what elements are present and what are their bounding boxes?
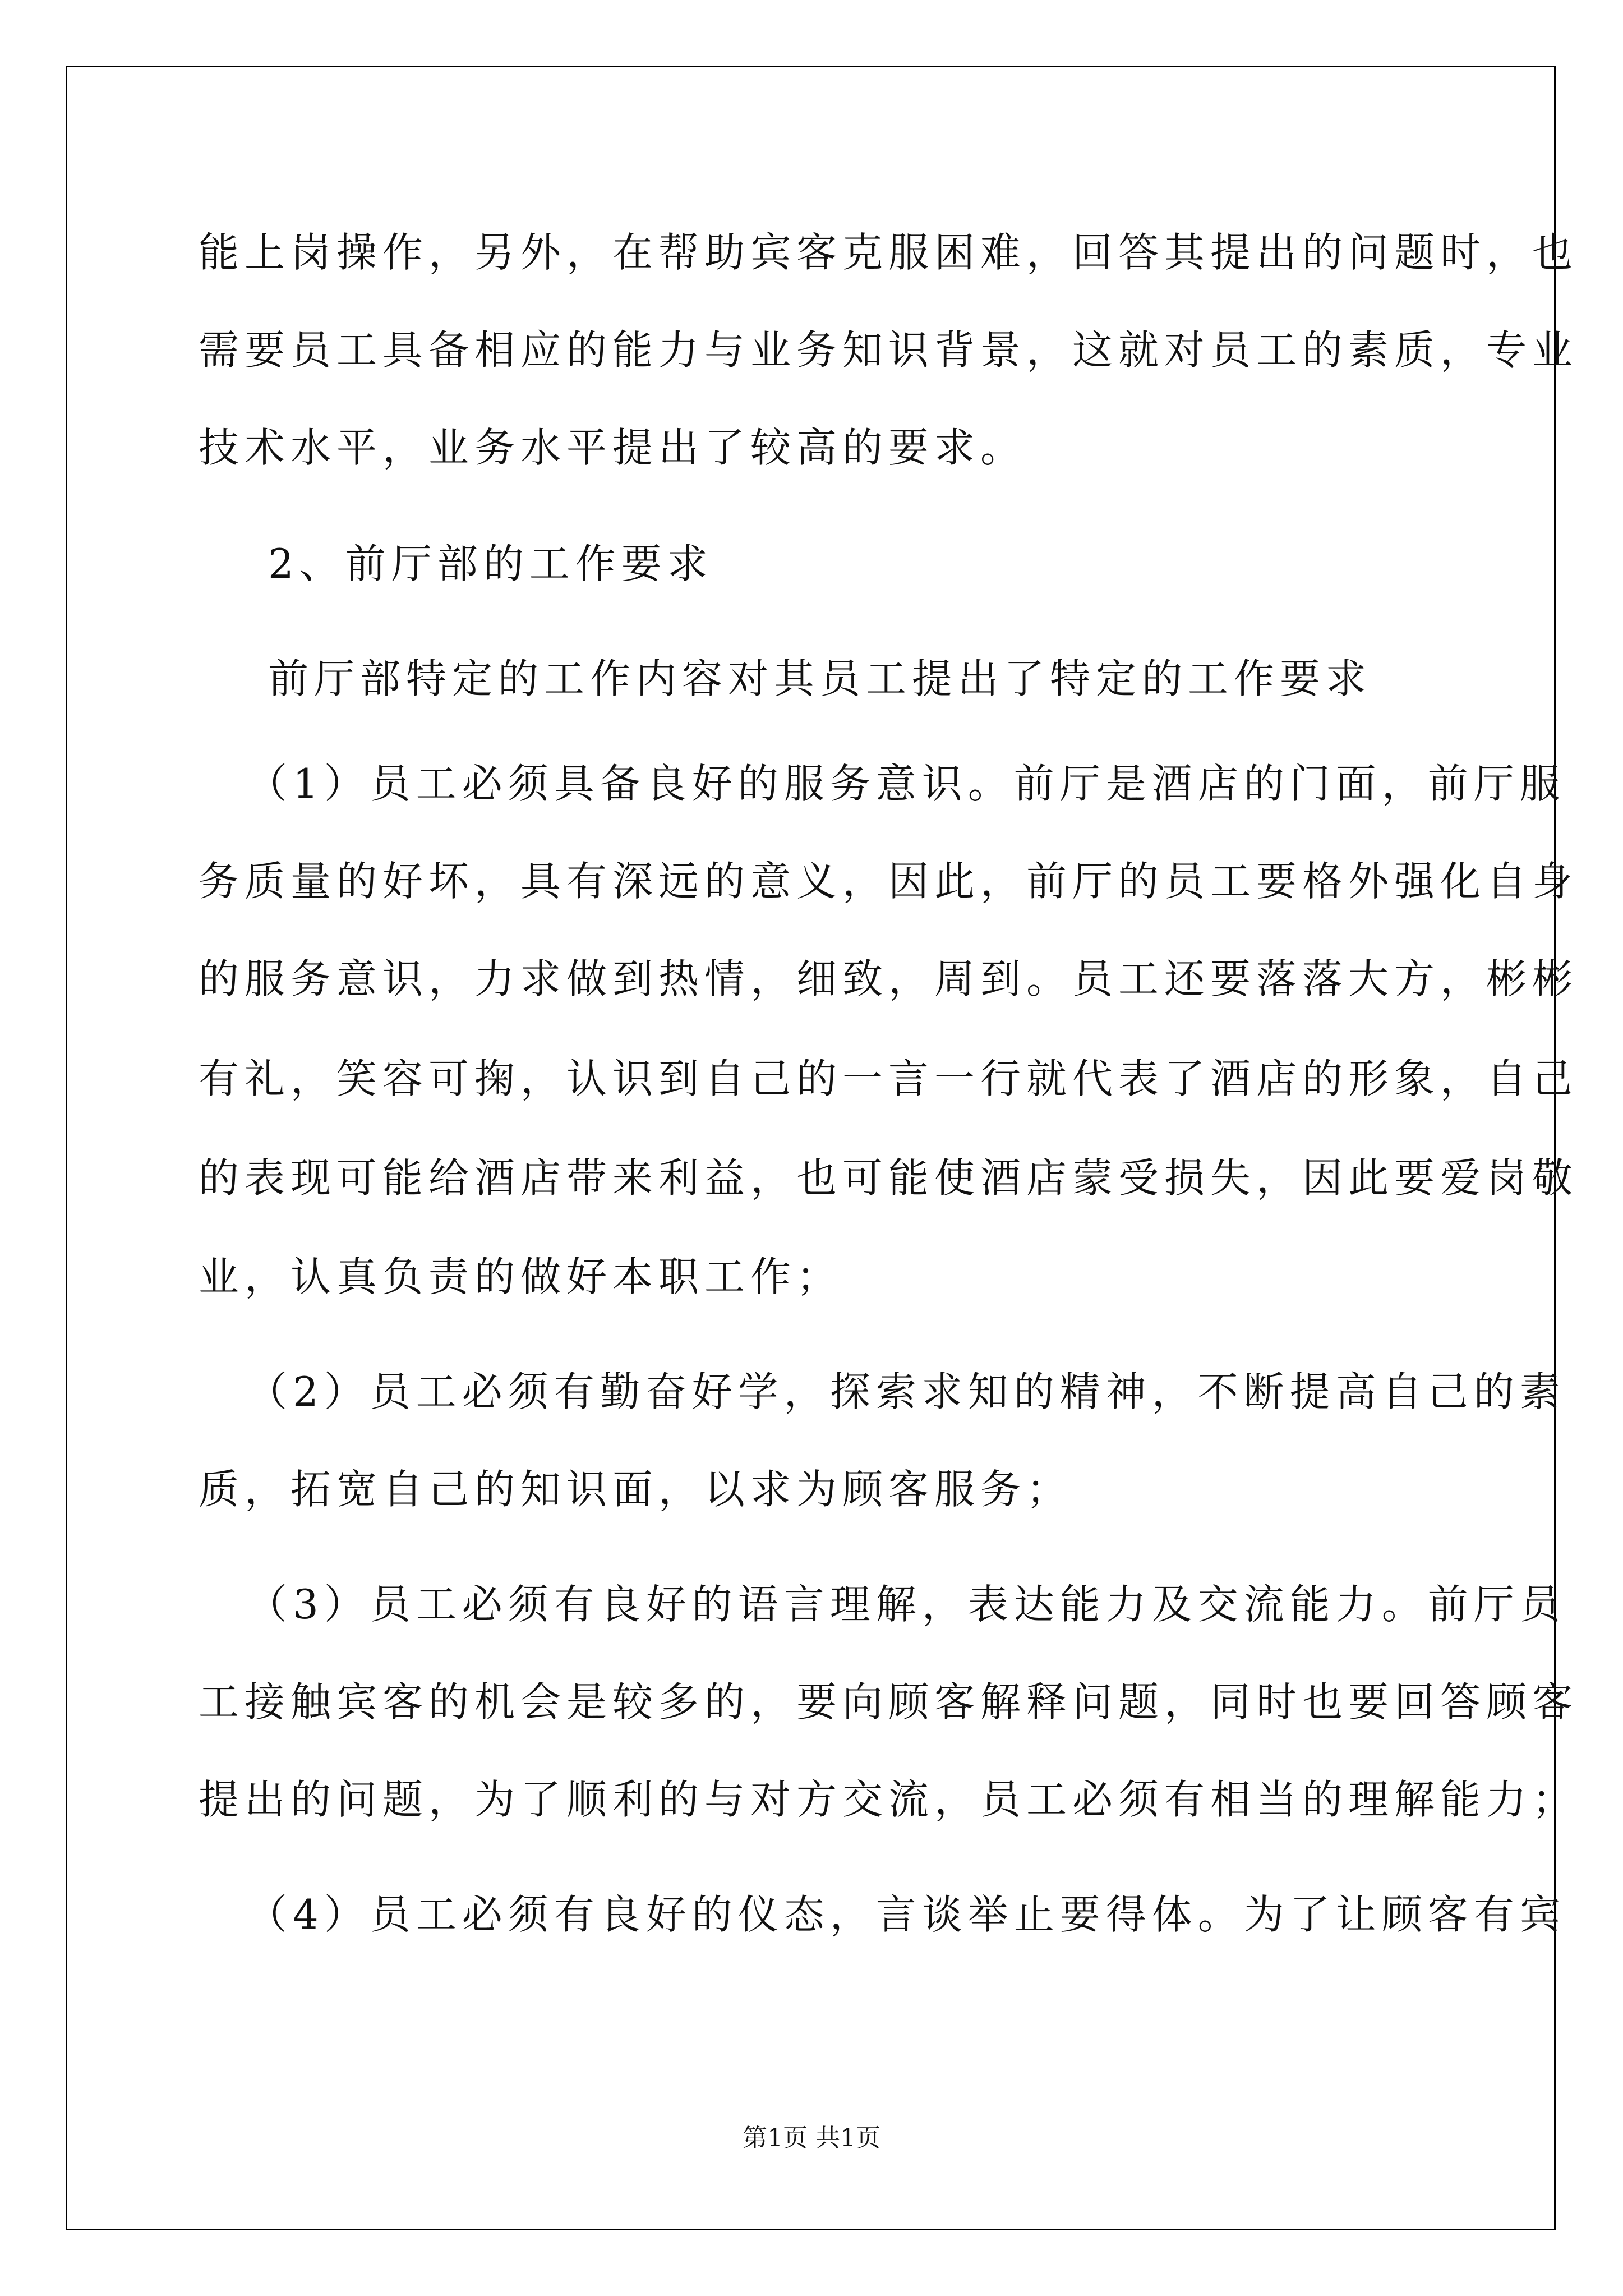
body-line-2: 需要员工具备相应的能力与业务知识背景，这就对员工的素质，专业 — [199, 326, 1579, 374]
section-intro: 前厅部特定的工作内容对其员工提出了特定的工作要求 — [268, 655, 1372, 702]
item-3-line-3: 提出的问题，为了顺利的与对方交流，员工必须有相当的理解能力； — [199, 1776, 1579, 1823]
item-1-line-4: 有礼，笑容可掬，认识到自己的一言一行就代表了酒店的形象，自己 — [199, 1055, 1579, 1102]
item-3-line-1: （3）员工必须有良好的语言理解，表达能力及交流能力。前厅员 — [247, 1581, 1566, 1628]
item-1-line-6: 业，认真负责的做好本职工作； — [199, 1253, 843, 1300]
page-footer: 第1页 共1页 — [743, 2124, 880, 2152]
item-1-line-5: 的表现可能给酒店带来利益，也可能使酒店蒙受损失，因此要爱岗敬 — [199, 1154, 1579, 1202]
item-2-line-1: （2）员工必须有勤奋好学，探索求知的精神，不断提高自己的素 — [247, 1368, 1566, 1415]
item-2-line-2: 质，拓宽自己的知识面，以求为顾客服务； — [199, 1466, 1073, 1513]
section-heading: 2、前厅部的工作要求 — [268, 540, 713, 587]
item-3-line-2: 工接触宾客的机会是较多的，要向顾客解释问题，同时也要回答顾客 — [199, 1678, 1579, 1726]
item-1-line-3: 的服务意识，力求做到热情，细致，周到。员工还要落落大方，彬彬 — [199, 955, 1579, 1002]
item-4-line-1: （4）员工必须有良好的仪态，言谈举止要得体。为了让顾客有宾 — [247, 1891, 1566, 1938]
body-line-1: 能上岗操作，另外，在帮助宾客克服困难，回答其提出的问题时，也 — [199, 229, 1579, 276]
item-1-line-2: 务质量的好坏，具有深远的意义，因此，前厅的员工要格外强化自身 — [199, 858, 1579, 905]
body-line-3: 技术水平，业务水平提出了较高的要求。 — [199, 424, 1027, 471]
item-1-line-1: （1）员工必须具备良好的服务意识。前厅是酒店的门面，前厅服 — [247, 760, 1566, 807]
